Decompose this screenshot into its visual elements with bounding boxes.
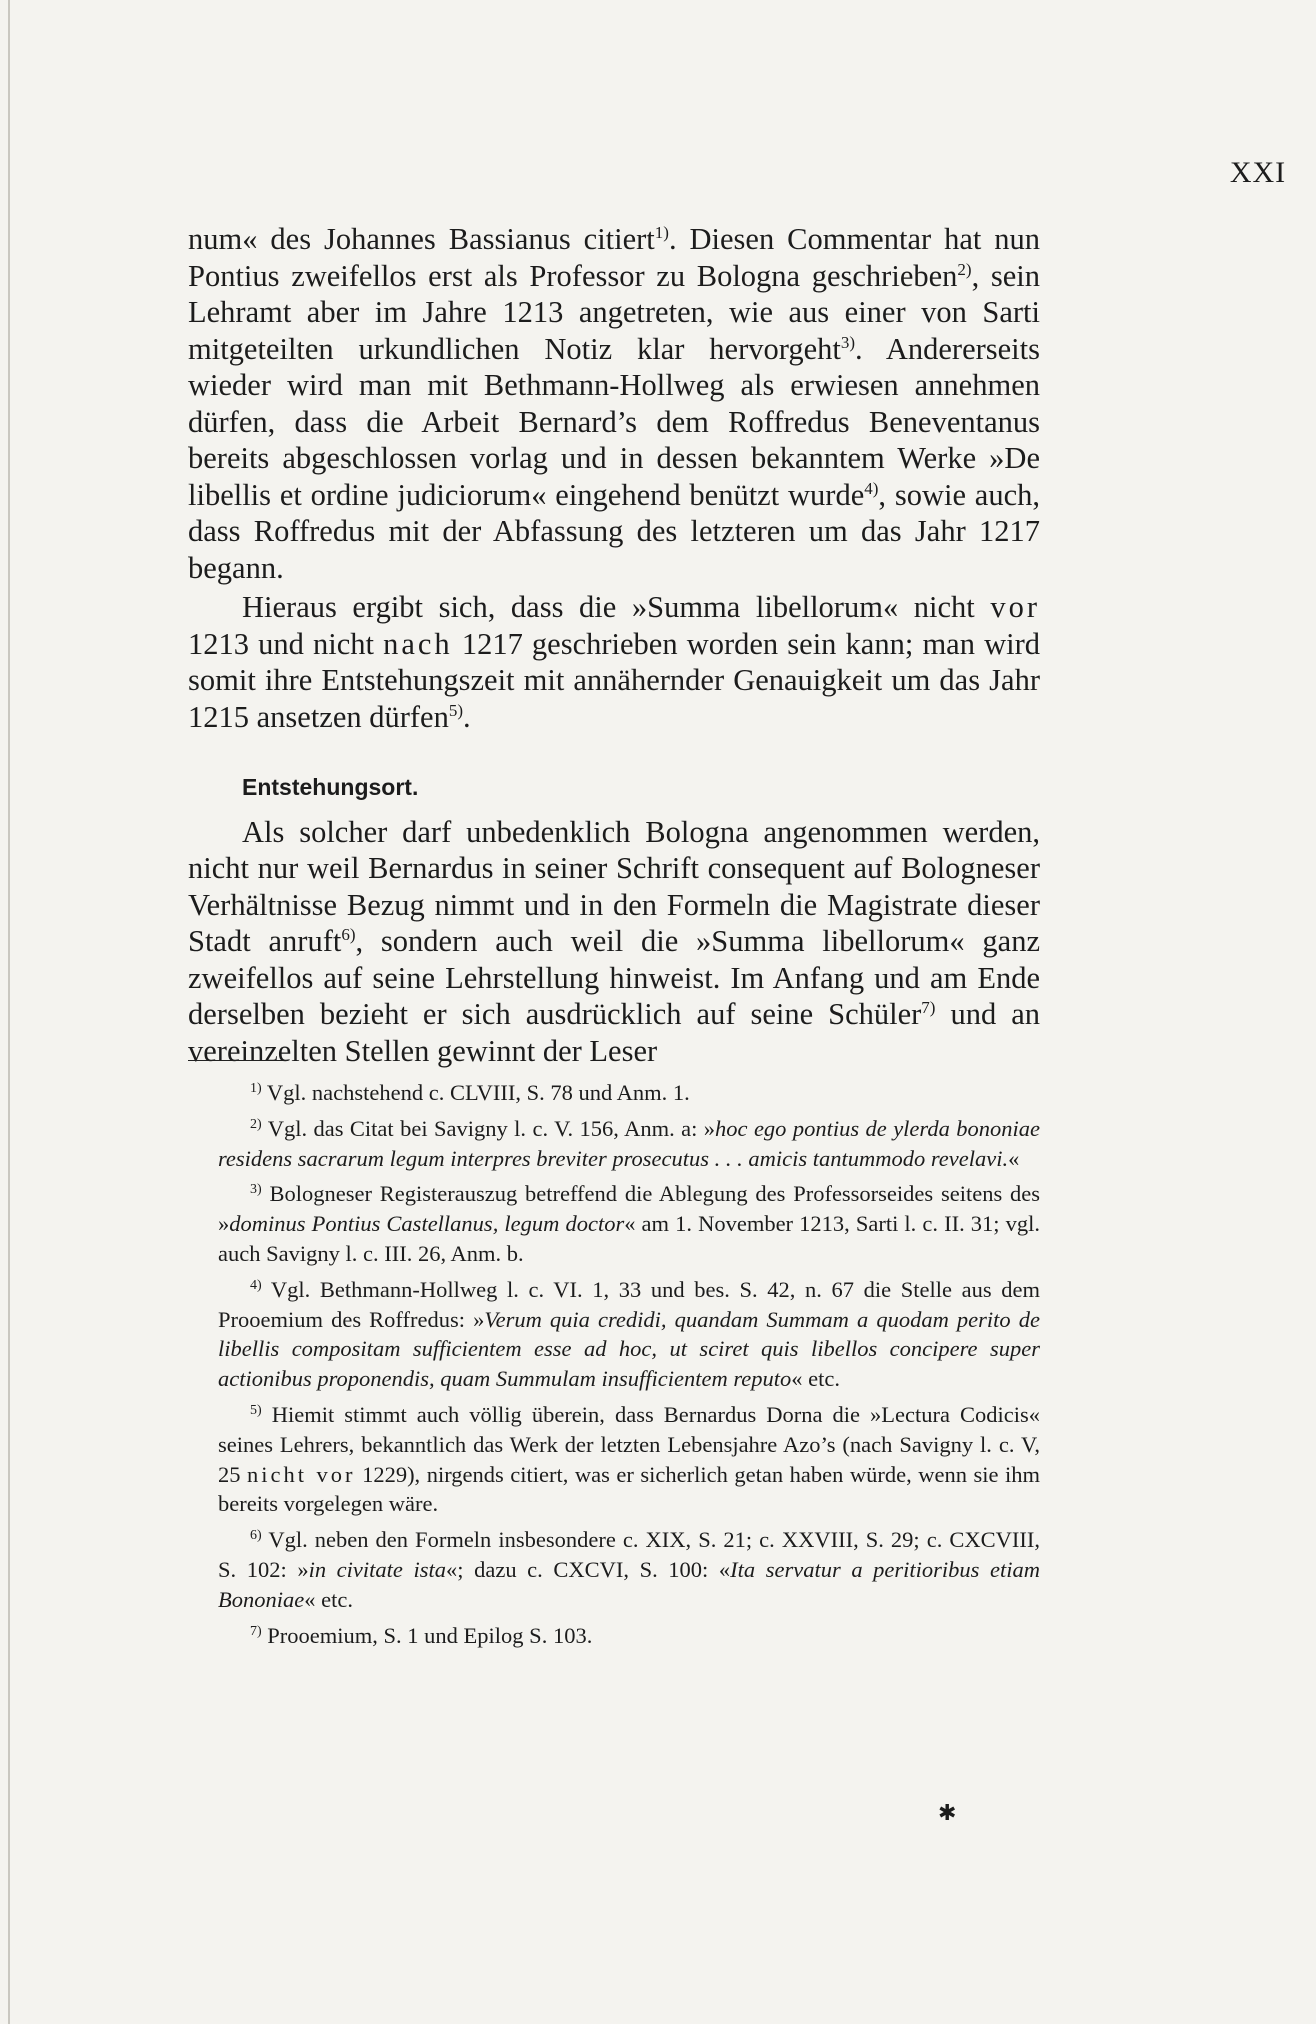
footnote-ref-1[interactable]: 1) xyxy=(654,223,669,242)
footnote-ref-7[interactable]: 7) xyxy=(921,998,936,1017)
footnote-ref-2[interactable]: 2) xyxy=(957,259,972,279)
paragraph-3: Als solcher darf unbedenklich Bologna angenommen werden, nicht nur weil Bernardus in seiner Schrift consequent auf Bologneser Verhältnisse Bezug nimmt und in den Formeln die Magistrate dieser Stadt anruft$^{6)}$, sondern auch weil die »Summa libellorum« ganz zweifellos auf seine Lehrstellung hinweist. Im Anfang und am Ende derselben bezieht er sich ausdrücklich auf seine Schüler$^{7)}$ und an vereinzelten Stellen gewinnt der Leser xyxy=(188,814,1040,1068)
footnote-ref-4[interactable]: 4) xyxy=(864,478,879,498)
footnotes xyxy=(218,1078,1040,1656)
emphasis-vor: vor xyxy=(990,590,1041,624)
footnote-2: $^{2)}$ Vgl. das Citat bei Savigny l. c. V. 156, Anm. a: »hoc ego pontius de ylerda bononiae residens sacrarum legum interpres breviter prosecutus . . . amicis tantummodo revelavi.« xyxy=(218,1115,1041,1171)
main-text xyxy=(188,221,1040,1069)
paragraph-2: Hieraus ergibt sich, dass die »Summa libellorum« nicht vor 1213 und nicht nach 1217 geschrieben worden sein kann; man wird somit ihre Entstehungszeit mit annähernder Genauigkeit um das Jahr 1215 ansetzen dürfen$^{5)}$. xyxy=(188,590,1041,734)
page-edge-line xyxy=(8,0,10,2024)
printer-mark-icon: ✱ xyxy=(938,1800,957,1825)
footnote-3: $^{3)}$ Bologneser Registerauszug betreffend die Ablegung des Professorseides seitens des »dominus Pontius Castellanus, legum doctor« am 1. November 1213, Sarti l. c. II. 31; vgl. auch Savigny l. c. III. 26, Anm. b. xyxy=(218,1181,1040,1266)
footnote-5: $^{5)}$ Hiemit stimmt auch völlig überein, dass Bernardus Dorna die »Lectura Codicis« seines Lehrers, bekanntlich das Werk der letzten Lebensjahre Azo’s (nach Savigny l. c. V, 25 nicht vor 1229), nirgends citiert, was er sicherlich getan haben würde, wenn sie ihm bereits vorgelegen wäre. xyxy=(218,1401,1041,1517)
footnote-4: $^{4)}$ Vgl. Bethmann-Hollweg l. c. VI. 1, 33 und bes. S. 42, n. 67 die Stelle aus dem Prooemium des Roffredus: »Verum quia credidi, quandam Summam a quodam perito de libellis compositam sufficientem esse ad hoc, ut sciret quis libellos concipere super actionibus proponendis, quam Summulam insufficientem reputo« etc. xyxy=(218,1276,1041,1392)
footnote-1: $^{1)}$ Vgl. nachstehend c. CLVIII, S. 78 und Anm. 1. xyxy=(250,1080,690,1105)
section-heading: Entstehungsort. xyxy=(242,774,419,800)
footnote-ref-5[interactable]: 5) xyxy=(448,700,464,720)
footnote-6: $^{6)}$ Vgl. neben den Formeln insbesondere c. XIX, S. 21; c. XXVIII, S. 29; c. CXCVIII, S. 102: »in civitate ista«; dazu c. CXCVI, S. 100: «Ita servatur a peritioribus etiam Bononiae« etc. xyxy=(218,1527,1041,1612)
footnote-ref-6[interactable]: 6) xyxy=(341,925,356,944)
footnote-7: $^{7)}$ Prooemium, S. 1 und Epilog S. 103. xyxy=(250,1622,593,1648)
footnote-divider xyxy=(188,1060,288,1061)
footnote-ref-3[interactable]: 3) xyxy=(840,332,856,352)
emphasis-nach: nach xyxy=(383,626,453,661)
page-number: XXI xyxy=(1229,156,1287,189)
paragraph-1: num« des Johannes Bassianus citiert$^{1)}$. Diesen Commentar hat nun Pontius zweifellos erst als Professor zu Bologna geschrieben$^{2)}$, sein Lehramt aber im Jahre 1213 angetreten, wie aus einer von Sarti mitgeteilten urkundlichen Notiz klar hervorgeht$^{3)}$. Andererseits wieder wird man mit Bethmann-Hollweg als erwiesen annehmen dürfen, dass die Arbeit Bernard’s dem Roffredus Beneventanus bereits abgeschlossen vorlag und in dessen bekanntem Werke »De libellis et ordine judiciorum« eingehend benützt wurde$^{4)}$, sowie auch, dass Roffredus mit der Abfassung des letzteren um das Jahr 1217 begann. xyxy=(188,222,1041,585)
